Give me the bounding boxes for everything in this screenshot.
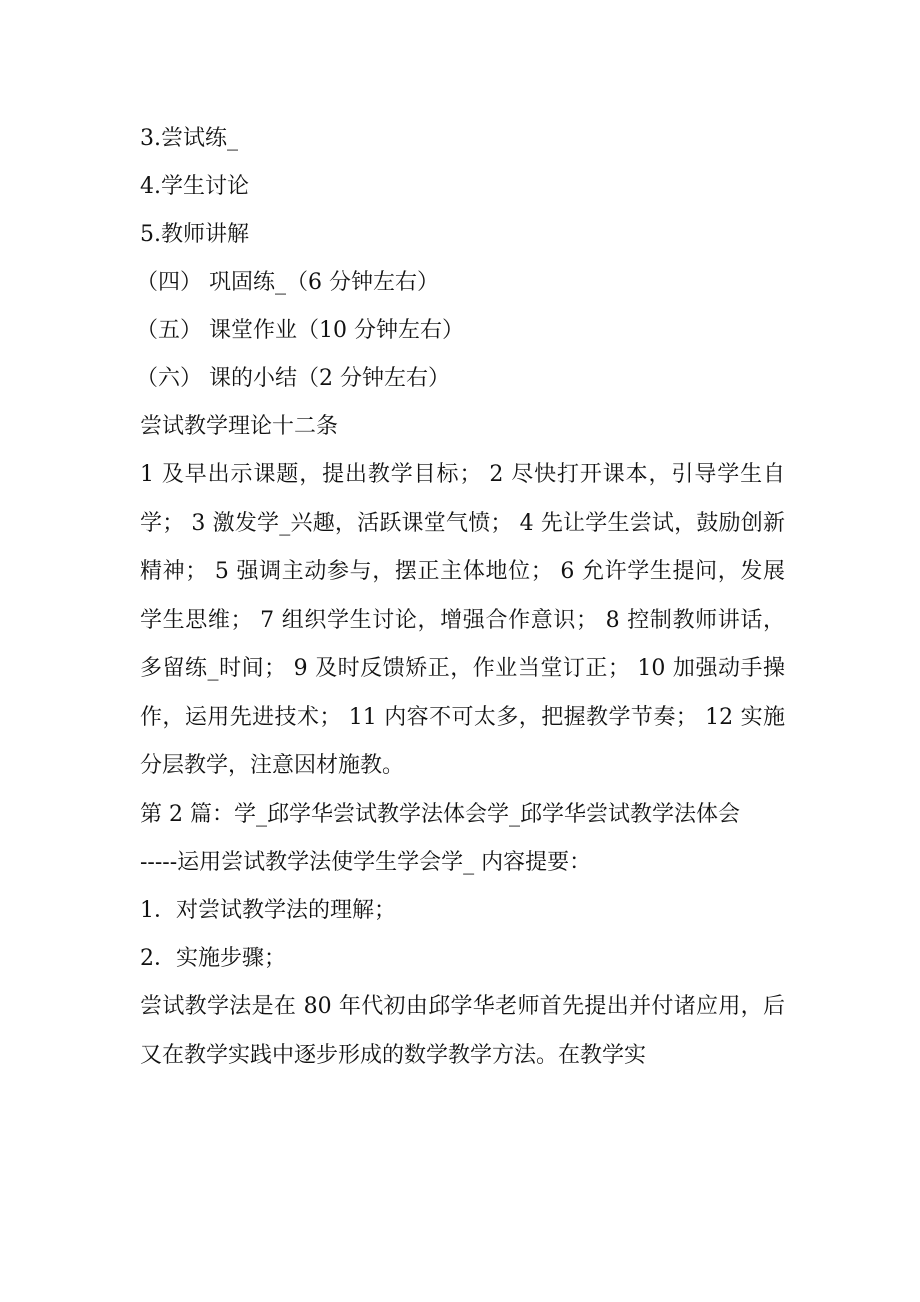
chapter-title: 第 2 篇：学_邱学华尝试教学法体会学_邱学华尝试教学法体会 (140, 801, 740, 827)
section-six-summary: （六） 课的小结（2 分钟左右） (136, 366, 450, 391)
document-page (136, 115, 785, 1080)
subtitle-line: -----运用尝试教学法使学生学会学_ 内容提要： (140, 850, 592, 875)
outline-item-4: 4.学生讨论 (140, 174, 249, 199)
section-four-consolidation: （四） 巩固练_（6 分钟左右） (136, 270, 439, 295)
heading-twelve-principles: 尝试教学理论十二条 (140, 414, 339, 439)
paragraph-intro: 尝试教学法是在 80 年代初由邱学华老师首先提出并付诸应用，后又在教学实践中逐步形成的数学教学方法。在教学实 (140, 994, 785, 1068)
outline-item-3: 3.尝试练_ (140, 126, 238, 151)
summary-item-2: 2．实施步骤； (140, 946, 286, 971)
summary-item-1: 1．对尝试教学法的理解； (140, 898, 396, 923)
paragraph-twelve-principles: 1 及早出示课题，提出教学目标； 2 尽快打开课本，引导学生自学； 3 激发学_兴趣，活跃课堂气愤； 4 先让学生尝试，鼓励创新精神； 5 强调主动参与，摆正主体地位； 6 允许学生提问，发展学生思维； 7 组织学生讨论，增强合作意识； 8 控制教师讲话，多留练_时间； 9 及时反馈矫正，作业当堂订正； 10 加强动手操作，运用先进技术； 11 内容不可太多，把握教学节奏； 12 实施分层教学，注意因材施教。 (140, 462, 785, 778)
outline-item-5: 5.教师讲解 (140, 222, 249, 247)
section-five-homework: （五） 课堂作业（10 分钟左右） (136, 318, 464, 343)
